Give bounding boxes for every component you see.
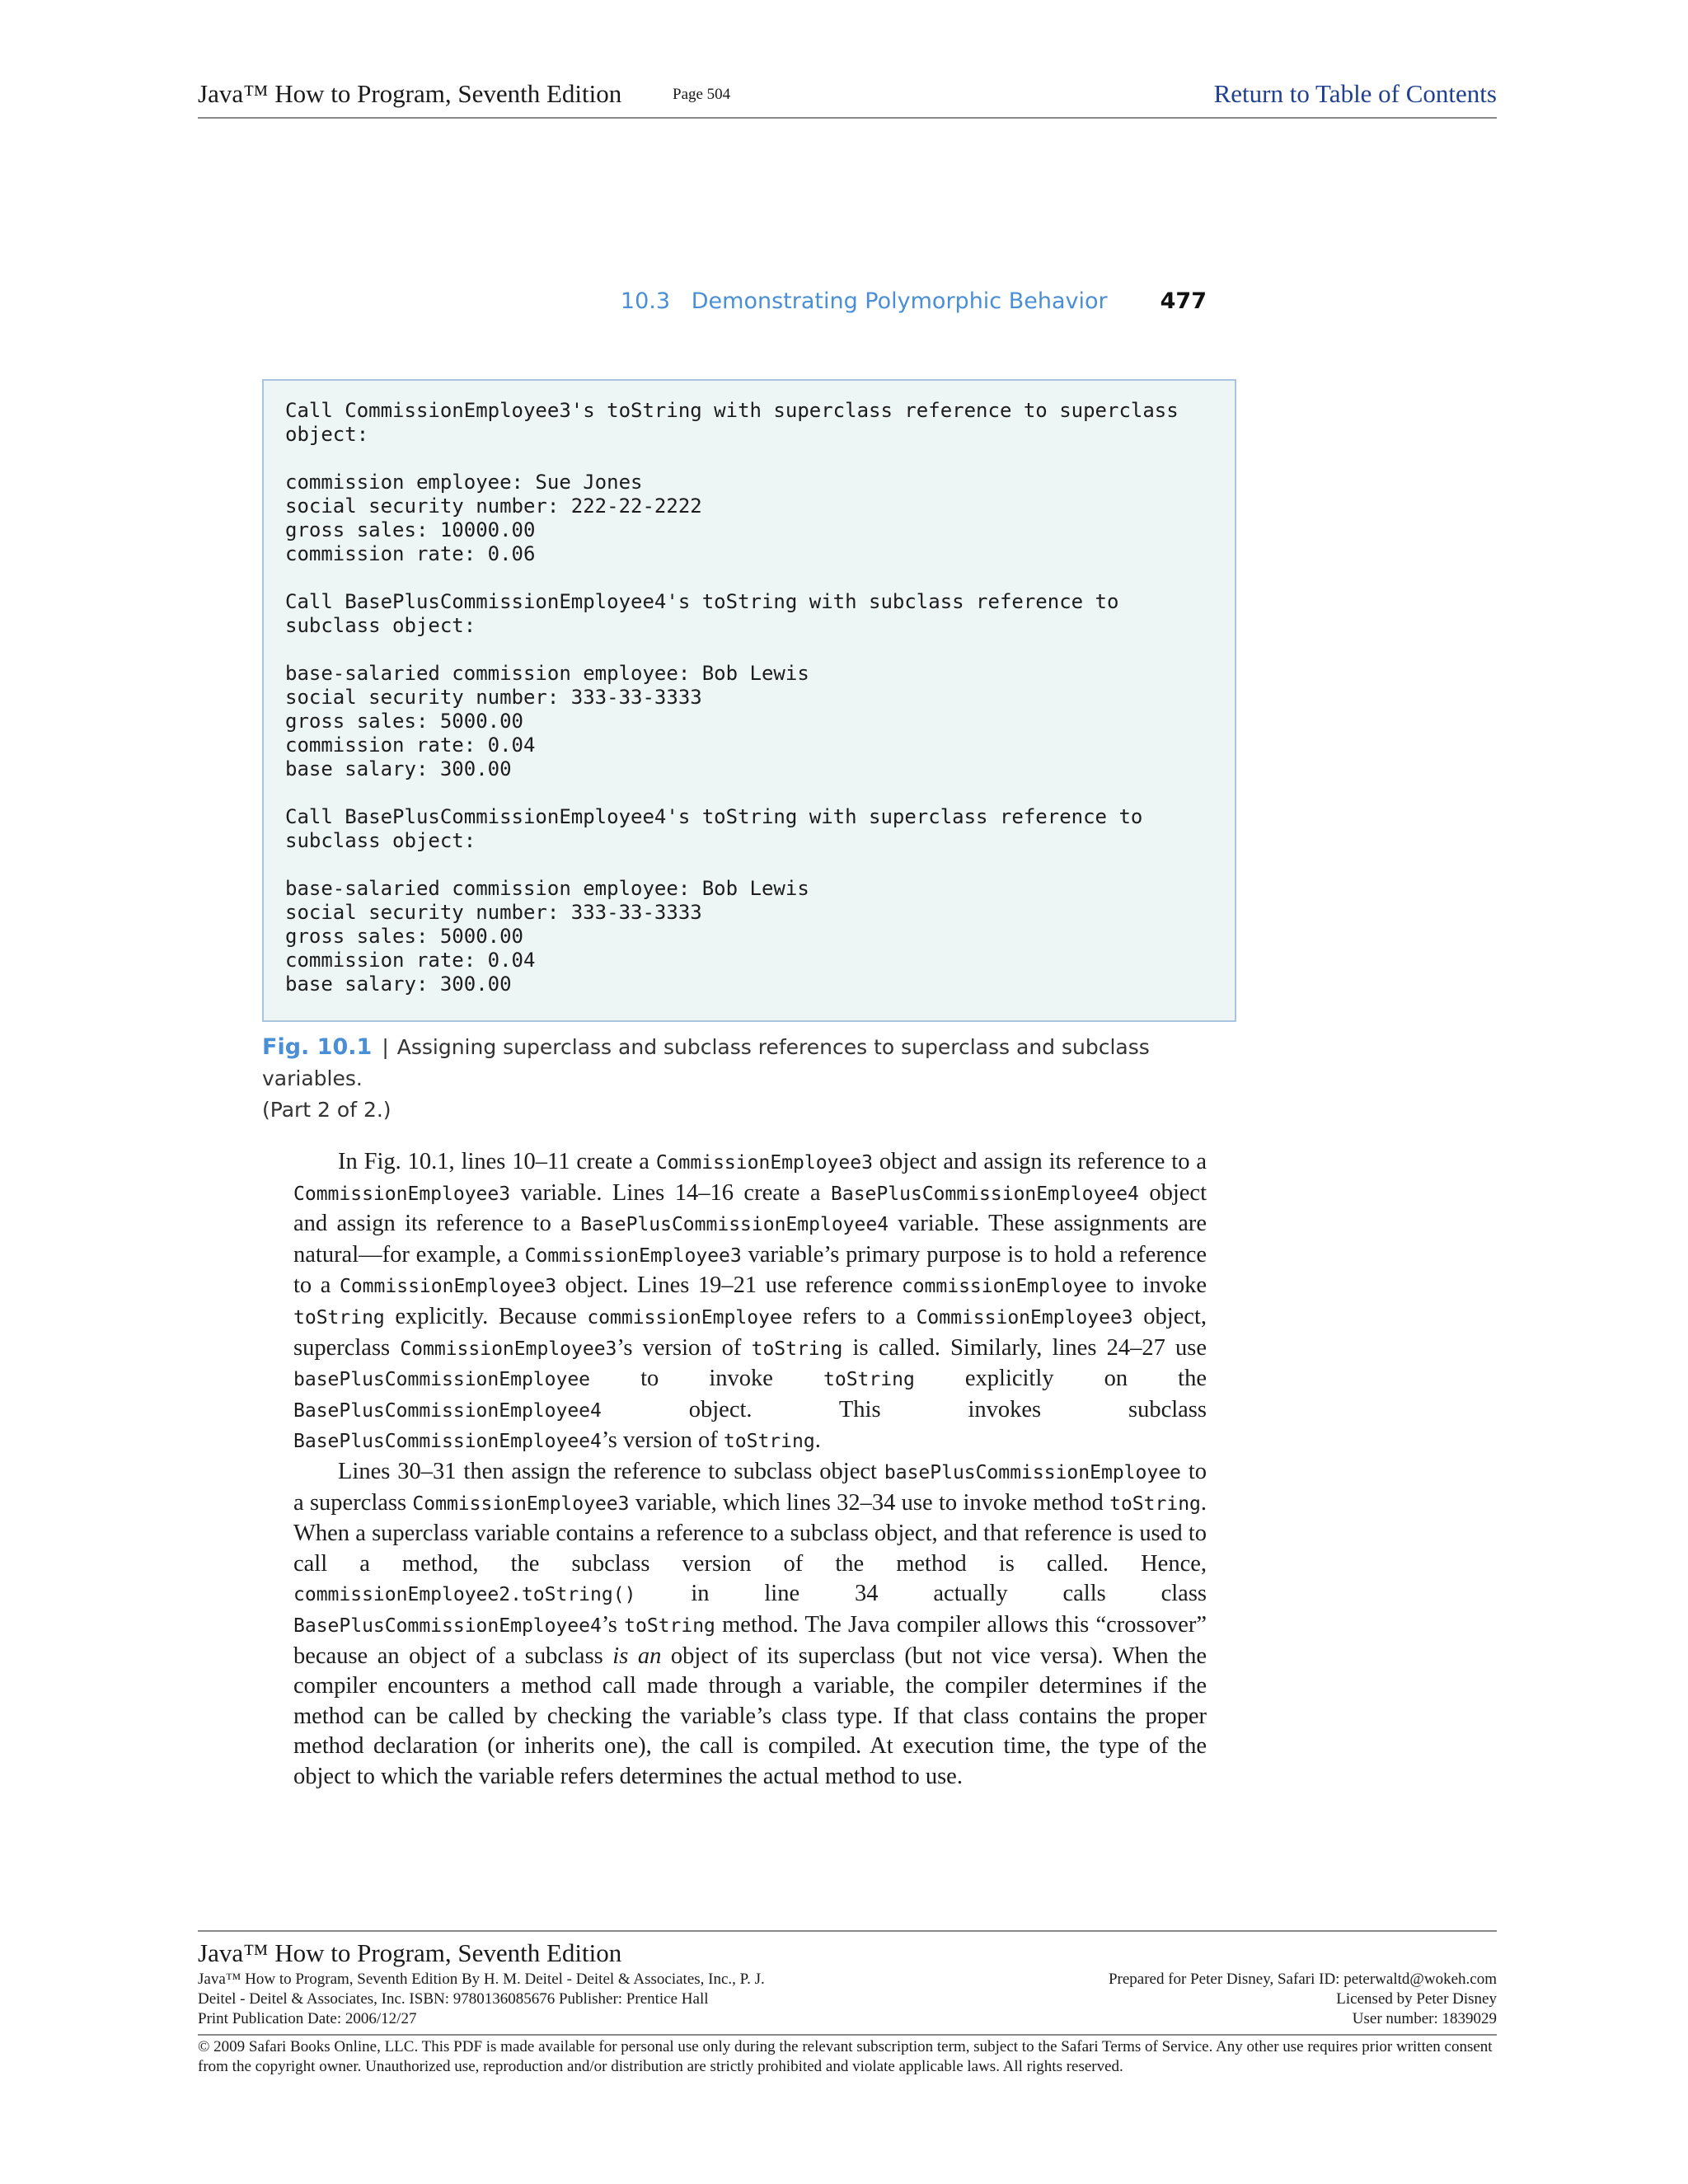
inline-code: commissionEmployee	[901, 1276, 1108, 1298]
text-run: Lines 30–31 then assign the reference to subclass object	[338, 1458, 884, 1484]
footer-right-line: User number: 1839029	[1352, 2010, 1497, 2027]
footer-publication-info	[198, 1970, 765, 2029]
output-line: base-salaried commission employee: Bob Lewis	[285, 877, 809, 900]
footer-left-line: Java™ How to Program, Seventh Edition By H. M. Deitel - Deitel & Associates, Inc., P. J.	[198, 1971, 765, 1988]
text-run: to invoke	[590, 1366, 824, 1392]
inline-code: CommissionEmployee3	[412, 1493, 630, 1515]
footer-title: Java™ How to Program, Seventh Edition	[198, 1938, 622, 1967]
inline-code: commissionEmployee2.toString()	[293, 1584, 636, 1606]
inline-code: BasePlusCommissionEmployee4	[831, 1183, 1139, 1205]
footer-license-info	[1109, 1970, 1497, 2029]
caption-text: Assigning superclass and subclass references to superclass and subclass variables.	[262, 1035, 1150, 1090]
text-run: object and assign its reference to a	[293, 1179, 1207, 1237]
text-run: refers to a	[792, 1303, 917, 1329]
running-head	[0, 288, 1207, 314]
text-run: object, superclass	[293, 1303, 1207, 1361]
inline-code: BasePlusCommissionEmployee4	[293, 1399, 602, 1422]
inline-code: CommissionEmployee3	[655, 1152, 873, 1174]
output-line: commission rate: 0.04	[285, 949, 536, 972]
inline-code: BasePlusCommissionEmployee4	[293, 1431, 602, 1453]
inline-code: basePlusCommissionEmployee	[293, 1369, 591, 1391]
body-paragraph-1	[293, 1147, 1207, 1457]
return-to-toc-link[interactable]: Return to Table of Contents	[1213, 79, 1497, 108]
text-run: ’s version of	[617, 1334, 752, 1361]
text-run: to invoke	[1107, 1272, 1207, 1299]
footer-right-line: Licensed by Peter Disney	[1336, 1990, 1497, 2008]
body-paragraph-2	[293, 1457, 1207, 1793]
page-footer	[198, 1930, 1497, 2077]
text-run: ’s version of	[601, 1427, 724, 1454]
inline-code: toString	[723, 1431, 815, 1453]
caption-separator: |	[382, 1035, 389, 1059]
body-text	[293, 1147, 1207, 1792]
figure-caption	[262, 1032, 1251, 1126]
inline-code: toString	[1109, 1493, 1201, 1515]
book-title: Java™ How to Program, Seventh Edition	[198, 79, 622, 108]
inline-code: toString	[823, 1369, 915, 1391]
output-line: subclass object:	[285, 614, 476, 637]
page-header	[198, 79, 1497, 119]
output-line: Call BasePlusCommissionEmployee4's toString with superclass reference to	[285, 805, 1143, 828]
output-line: gross sales: 5000.00	[285, 710, 523, 733]
text-run: .	[814, 1427, 821, 1454]
caption-part: (Part 2 of 2.)	[262, 1098, 392, 1122]
text-run: method. The Java compiler allows this “crossover” because an object of a subclass	[293, 1611, 1207, 1669]
inline-code: toString	[624, 1615, 715, 1637]
folio-number: 477	[1160, 288, 1207, 314]
text-run: . When a superclass variable contains a reference to a subclass object, and that reference is used to call a method, the subclass version of the method is called. Hence,	[293, 1489, 1207, 1577]
text-run: is called. Similarly, lines 24–27 use	[842, 1334, 1207, 1361]
text-run: object. This invokes subclass	[601, 1396, 1207, 1422]
footer-divider	[198, 1930, 1497, 1932]
output-line: commission employee: Sue Jones	[285, 471, 643, 494]
output-line: Call CommissionEmployee3's toString with superclass reference to superclass	[285, 399, 1179, 422]
output-line: subclass object:	[285, 829, 476, 852]
text-run: explicitly on the	[914, 1366, 1207, 1392]
output-line: commission rate: 0.04	[285, 733, 536, 757]
footer-copyright: © 2009 Safari Books Online, LLC. This PDF is made available for personal use only during the relevant subscription term, subject to the Safari Terms of Service. Any other use requires prior written consent from the copyright owner. Unauthorized use, reproduction and/or distribution are strictly prohibited and violate applicable laws. All rights reserved.	[198, 2034, 1497, 2077]
inline-code: BasePlusCommissionEmployee4	[580, 1214, 889, 1236]
text-run: object and assign its reference to a	[872, 1149, 1207, 1174]
inline-code: CommissionEmployee3	[916, 1306, 1133, 1329]
text-run: variable’s primary purpose is to hold a reference to a	[293, 1241, 1207, 1299]
text-run: object of its superclass (but not vice versa). When the compiler encounters a method call made through a variable, the compiler determines if the method can be called by checking the variable’s class type. If that class contains the proper method declaration (or inherits one), the call is compiled. At execution time, the type of the object to which the variable refers determines the actual method to use.	[293, 1643, 1207, 1789]
inline-code: CommissionEmployee3	[293, 1183, 511, 1205]
output-line: gross sales: 5000.00	[285, 925, 523, 948]
program-output	[285, 399, 1215, 996]
output-line: object:	[285, 423, 369, 446]
text-run: In Fig. 10.1, lines 10–11 create a	[338, 1149, 656, 1174]
text-run: object. Lines 19–21 use reference	[556, 1272, 902, 1299]
output-line: social security number: 222-22-2222	[285, 494, 702, 518]
output-line: commission rate: 0.06	[285, 542, 536, 565]
inline-code: basePlusCommissionEmployee	[884, 1461, 1181, 1483]
output-line: base-salaried commission employee: Bob Lewis	[285, 662, 809, 685]
page-number: Page 504	[673, 86, 731, 103]
inline-code: commissionEmployee	[587, 1306, 793, 1329]
inline-code: CommissionEmployee3	[339, 1276, 557, 1298]
inline-code: toString	[293, 1306, 385, 1329]
text-run: variable, which lines 32–34 use to invoke method	[629, 1489, 1110, 1516]
inline-code: CommissionEmployee3	[524, 1244, 742, 1267]
output-line: gross sales: 10000.00	[285, 518, 536, 541]
footer-right-line: Prepared for Peter Disney, Safari ID: peterwaltd@wokeh.com	[1108, 1971, 1497, 1988]
output-line: Call BasePlusCommissionEmployee4's toString with subclass reference to	[285, 590, 1119, 613]
text-run: to a superclass	[293, 1458, 1207, 1516]
text-run: explicitly. Because	[384, 1303, 588, 1329]
inline-code: CommissionEmployee3	[400, 1338, 617, 1360]
program-output-box	[262, 379, 1236, 1022]
emphasis: is an	[612, 1643, 662, 1669]
output-line: social security number: 333-33-3333	[285, 901, 702, 924]
text-run: in line 34 actually calls class	[635, 1581, 1207, 1607]
output-line: social security number: 333-33-3333	[285, 686, 702, 709]
text-run: variable. Lines 14–16 create a	[510, 1179, 832, 1206]
inline-code: BasePlusCommissionEmployee4	[293, 1615, 602, 1637]
output-line: base salary: 300.00	[285, 757, 512, 780]
text-run: ’s	[601, 1611, 625, 1638]
output-line: base salary: 300.00	[285, 972, 512, 996]
inline-code: toString	[751, 1338, 843, 1360]
footer-left-line: Print Publication Date: 2006/12/27	[198, 2010, 417, 2027]
footer-left-line: Deitel - Deitel & Associates, Inc. ISBN: 9780136085676 Publisher: Prentice Hall	[198, 1990, 709, 2008]
figure-label: Fig. 10.1	[262, 1034, 373, 1060]
section-title: 10.3 Demonstrating Polymorphic Behavior	[620, 288, 1108, 314]
text-run: variable. These assignments are natural—for example, a	[293, 1211, 1207, 1268]
